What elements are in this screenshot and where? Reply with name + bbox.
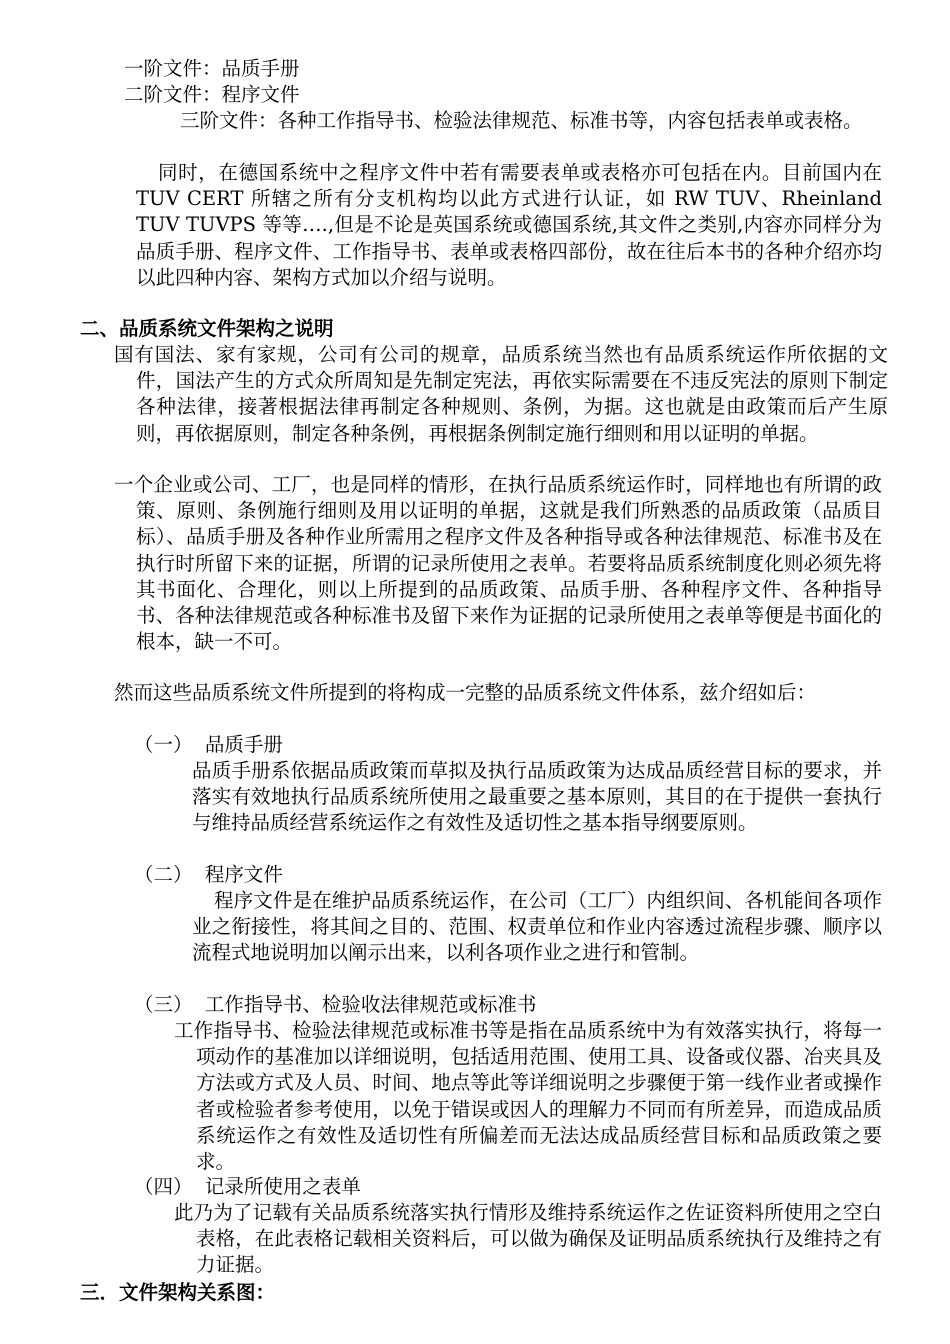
tier1-line: 一阶文件：品质手册 bbox=[124, 57, 300, 80]
item-2-body: 程序文件是在维护品质系统运作，在公司（工厂）内组织间、各机能间各项作业之衔接性，将其间之目的、范围、权责单位和作业内容透过流程步骤、顺序以流程式地说明加以阐示出来，以利各项作业之进行和管制。 bbox=[192, 889, 882, 965]
item-4-body: 此乃为了记载有关品质系统落实执行情形及维持系统运作之佐证资料所使用之空白表格，在此表格记载相关资料后，可以做为确保及证明品质系统执行及维持之有力证据。 bbox=[174, 1201, 882, 1277]
intro-paragraph: 同时，在德国系统中之程序文件中若有需要表单或表格亦可包括在内。目前国内在 TUV CERT 所辖之所有分支机构均以此方式进行认证，如 RW TUV、Rheinland TUV TUVPS 等等….,但是不论是英国系统或德国系统,其文件之类别,内容亦同样分为品质手册、程序文件、工作指导书、表单或表格四部份，故在往后本书的各种介绍亦均以此四种内容、架构方式加以介绍与说明。 bbox=[136, 161, 882, 289]
item-1-label: （一） 品质手册 bbox=[134, 733, 283, 756]
section2-paragraph-2: 一个企业或公司、工厂，也是同样的情形，在执行品质系统运作时，同样地也有所谓的政策、原则、条例施行细则及用以证明的单据，这就是我们所熟悉的品质政策（品质目标）、品质手册及各种作业所需用之程序文件及各种指导或各种法律规范、标准书及在执行时所留下来的证据，所谓的记录所使用之表单。若要将品质系统制度化则必须先将其书面化、合理化，则以上所提到的品质政策、品质手册、各种程序文件、各种指导书、各种法律规范或各种标准书及留下来作为证据的记录所使用之表单等便是书面化的根本，缺一不可。 bbox=[114, 473, 882, 654]
item-3-body: 工作指导书、检验法律规范或标准书等是指在品质系统中为有效落实执行，将每一项动作的基准加以详细说明，包括适用范围、使用工具、设备或仪器、冶夹具及方法或方式及人员、时间、地点等此等详细说明之步骤便于第一线作业者或操作者或检验者参考使用，以免于错误或因人的理解力不同而有所差异，而造成品质系统运作之有效性及适切性有所偏差而无法达成品质经营目标和品质政策之要求。 bbox=[174, 1019, 882, 1174]
item-1-body: 品质手册系依据品质政策而草拟及执行品质政策为达成品质经营目标的要求，并落实有效地执行品质系统所使用之最重要之基本原则，其目的在于提供一套执行与维持品质经营系统运作之有效性及适切性之基本指导纲要原则。 bbox=[192, 759, 882, 835]
tier2-line: 二阶文件：程序文件 bbox=[124, 83, 300, 106]
tier3-line: 三阶文件：各种工作指导书、检验法律规范、标准书等，内容包括表单或表格。 bbox=[180, 109, 863, 132]
section3-heading: 三．文件架构关系图： bbox=[80, 1281, 276, 1304]
item-2-label: （二） 程序文件 bbox=[134, 863, 283, 886]
item-4-label: （四） 记录所使用之表单 bbox=[134, 1175, 361, 1198]
section2-paragraph-3: 然而这些品质系统文件所提到的将构成一完整的品质系统文件体系，兹介绍如后： bbox=[114, 681, 817, 704]
section2-heading: 二、品质系统文件架构之说明 bbox=[80, 317, 334, 340]
section2-paragraph-1: 国有国法、家有家规，公司有公司的规章，品质系统当然也有品质系统运作所依据的文件，国法产生的方式众所周知是先制定宪法，再依实际需要在不违反宪法的原则下制定各种法律，接著根据法律再制定各种规则、条例，为据。这也就是由政策而后产生原则，再依据原则，制定各种条例，再根据条例制定施行细则和用以证明的单据。 bbox=[114, 343, 888, 445]
item-3-label: （三） 工作指导书、检验收法律规范或标准书 bbox=[134, 993, 537, 1016]
